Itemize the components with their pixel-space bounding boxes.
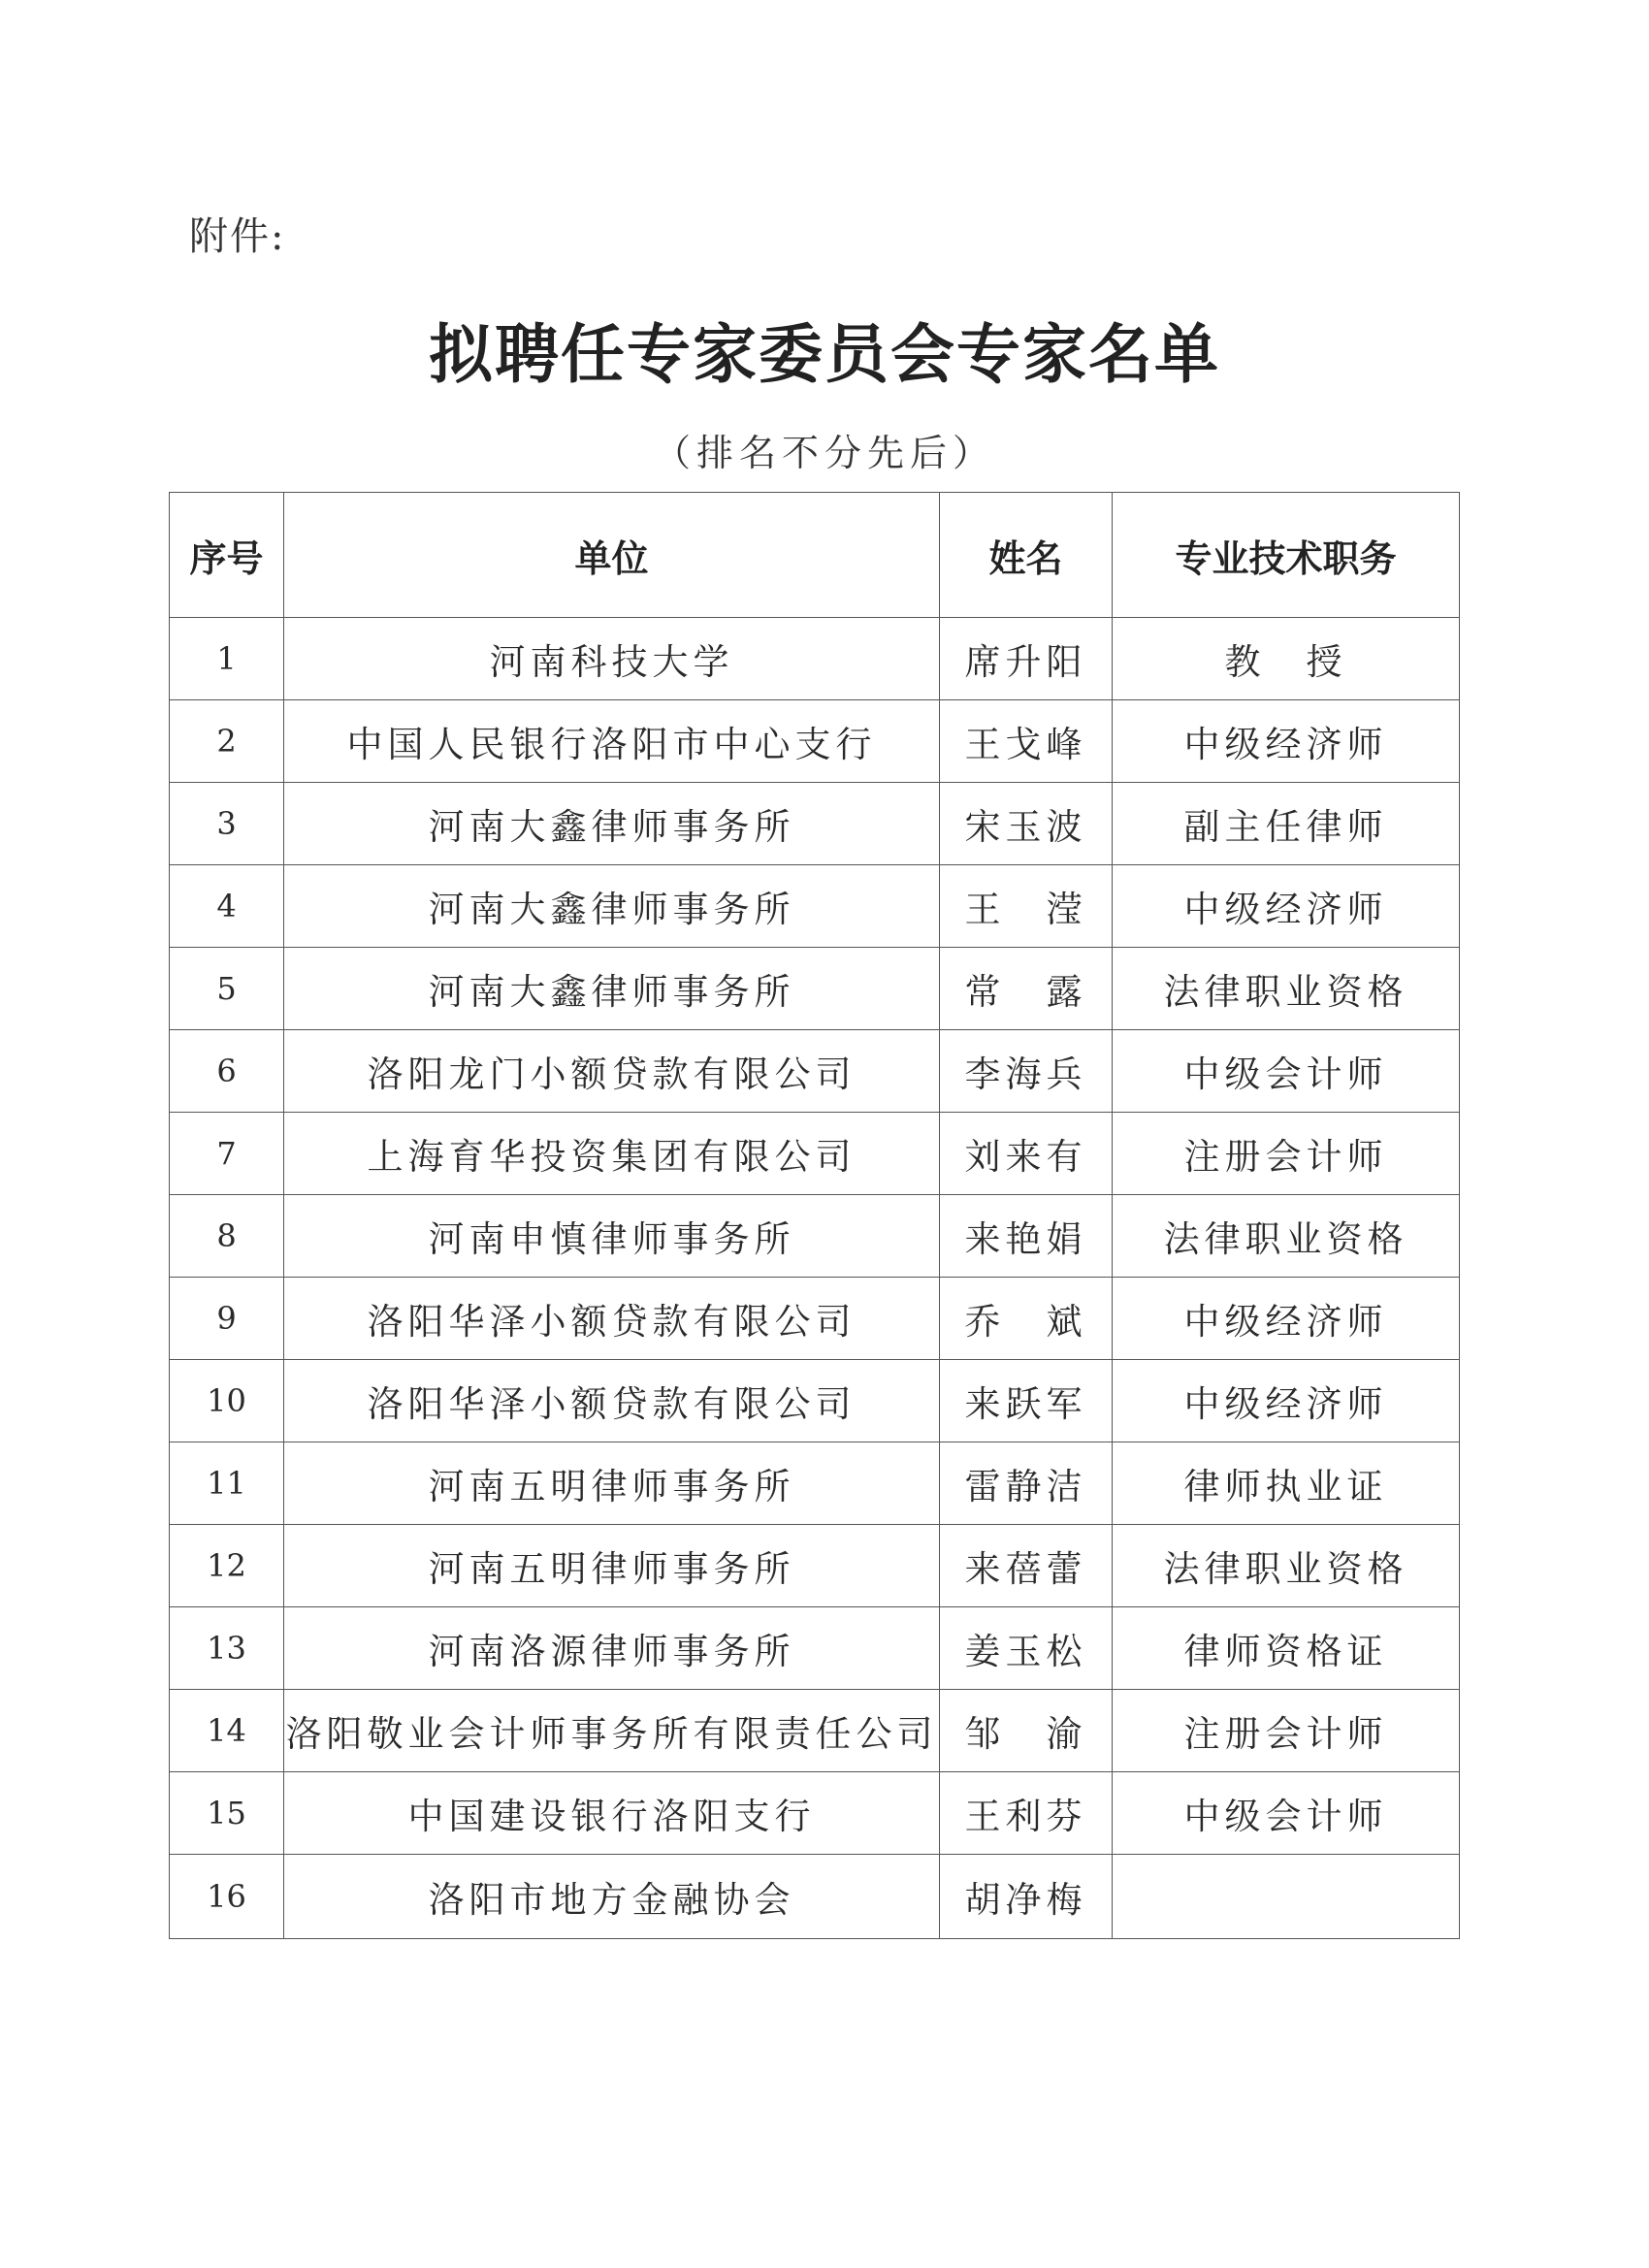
row-serial-number: 6	[170, 1030, 284, 1113]
row-serial-number: 4	[170, 865, 284, 948]
row-professional-title: 律师资格证	[1113, 1607, 1460, 1690]
expert-roster-table	[169, 492, 1460, 1939]
row-serial-number: 15	[170, 1772, 284, 1855]
row-professional-title: 法律职业资格	[1113, 1195, 1460, 1278]
row-unit: 洛阳敬业会计师事务所有限责任公司	[284, 1690, 940, 1772]
row-serial-number: 9	[170, 1278, 284, 1360]
table-row	[170, 1855, 1460, 1939]
table-row	[170, 1442, 1460, 1525]
row-professional-title: 中级经济师	[1113, 865, 1460, 948]
row-name: 李海兵	[940, 1030, 1113, 1113]
row-professional-title: 律师执业证	[1113, 1442, 1460, 1525]
header-name: 姓名	[940, 493, 1113, 618]
table-row	[170, 1690, 1460, 1772]
row-serial-number: 11	[170, 1442, 284, 1525]
row-unit: 中国人民银行洛阳市中心支行	[284, 700, 940, 783]
table-row	[170, 1113, 1460, 1195]
row-serial-number: 3	[170, 783, 284, 865]
row-serial-number: 10	[170, 1360, 284, 1442]
page-title: 拟聘任专家委员会专家名单	[429, 316, 1220, 392]
row-name: 胡净梅	[940, 1855, 1113, 1939]
row-unit: 河南洛源律师事务所	[284, 1607, 940, 1690]
row-unit: 洛阳华泽小额贷款有限公司	[284, 1278, 940, 1360]
attachment-label: 附件:	[189, 214, 286, 259]
row-professional-title: 中级经济师	[1113, 700, 1460, 783]
page-subtitle: （排名不分先后）	[653, 432, 995, 474]
row-serial-number: 7	[170, 1113, 284, 1195]
row-name: 来跃军	[940, 1360, 1113, 1442]
row-professional-title: 中级会计师	[1113, 1030, 1460, 1113]
row-professional-title: 中级会计师	[1113, 1772, 1460, 1855]
table-row	[170, 700, 1460, 783]
row-name: 乔 斌	[940, 1278, 1113, 1360]
row-name: 来艳娟	[940, 1195, 1113, 1278]
row-unit: 河南大鑫律师事务所	[284, 865, 940, 948]
row-serial-number: 14	[170, 1690, 284, 1772]
row-professional-title: 注册会计师	[1113, 1690, 1460, 1772]
row-unit: 上海育华投资集团有限公司	[284, 1113, 940, 1195]
row-unit: 洛阳市地方金融协会	[284, 1855, 940, 1939]
row-serial-number: 8	[170, 1195, 284, 1278]
row-name: 姜玉松	[940, 1607, 1113, 1690]
row-name: 王戈峰	[940, 700, 1113, 783]
row-serial-number: 12	[170, 1525, 284, 1607]
header-professional-title: 专业技术职务	[1113, 493, 1460, 618]
row-name: 宋玉波	[940, 783, 1113, 865]
row-professional-title: 法律职业资格	[1113, 948, 1460, 1030]
row-name: 王利芬	[940, 1772, 1113, 1855]
row-name: 席升阳	[940, 618, 1113, 700]
row-unit: 河南申慎律师事务所	[284, 1195, 940, 1278]
row-name: 邹 渝	[940, 1690, 1113, 1772]
row-name: 雷静洁	[940, 1442, 1113, 1525]
header-serial-number: 序号	[170, 493, 284, 618]
table-row	[170, 865, 1460, 948]
row-serial-number: 13	[170, 1607, 284, 1690]
table-row	[170, 948, 1460, 1030]
row-serial-number: 16	[170, 1855, 284, 1939]
row-unit: 洛阳华泽小额贷款有限公司	[284, 1360, 940, 1442]
table-row	[170, 1195, 1460, 1278]
row-unit: 河南大鑫律师事务所	[284, 783, 940, 865]
table-header-row	[170, 493, 1460, 618]
row-unit: 洛阳龙门小额贷款有限公司	[284, 1030, 940, 1113]
row-professional-title: 注册会计师	[1113, 1113, 1460, 1195]
row-professional-title: 法律职业资格	[1113, 1525, 1460, 1607]
table-row	[170, 618, 1460, 700]
table-row	[170, 1607, 1460, 1690]
table-row	[170, 1772, 1460, 1855]
row-name: 来蓓蕾	[940, 1525, 1113, 1607]
row-professional-title: 教 授	[1113, 618, 1460, 700]
row-unit: 河南科技大学	[284, 618, 940, 700]
row-serial-number: 1	[170, 618, 284, 700]
row-serial-number: 5	[170, 948, 284, 1030]
row-name: 刘来有	[940, 1113, 1113, 1195]
row-unit: 中国建设银行洛阳支行	[284, 1772, 940, 1855]
row-unit: 河南五明律师事务所	[284, 1442, 940, 1525]
row-professional-title: 中级经济师	[1113, 1278, 1460, 1360]
row-professional-title: 副主任律师	[1113, 783, 1460, 865]
row-professional-title: 中级经济师	[1113, 1360, 1460, 1442]
table-row	[170, 1030, 1460, 1113]
row-professional-title	[1113, 1855, 1460, 1939]
header-unit: 单位	[284, 493, 940, 618]
row-unit: 河南大鑫律师事务所	[284, 948, 940, 1030]
table-row	[170, 1278, 1460, 1360]
row-name: 常 露	[940, 948, 1113, 1030]
row-name: 王 滢	[940, 865, 1113, 948]
table-row	[170, 1525, 1460, 1607]
table-row	[170, 783, 1460, 865]
row-serial-number: 2	[170, 700, 284, 783]
table-row	[170, 1360, 1460, 1442]
row-unit: 河南五明律师事务所	[284, 1525, 940, 1607]
